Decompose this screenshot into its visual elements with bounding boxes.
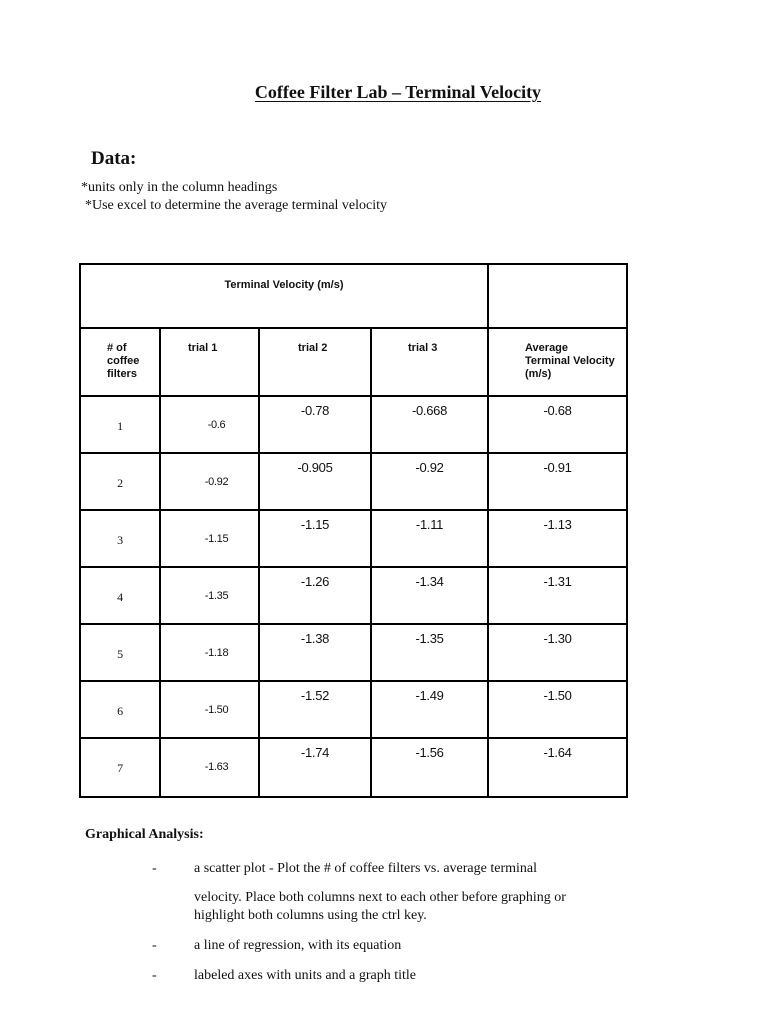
cell-average [488, 510, 627, 567]
cell-trial-3-value: -1.56 [415, 745, 444, 760]
cell-trial-1-value: -1.18 [204, 647, 229, 659]
data-heading: Data: [91, 148, 137, 169]
cell-trial-1 [160, 396, 259, 453]
graphical-analysis-heading: Graphical Analysis: [85, 827, 204, 842]
group-header-label: Terminal Velocity (m/s) [224, 279, 344, 291]
cell-average-value: -1.64 [543, 745, 572, 760]
cell-trial-3 [371, 681, 488, 738]
bullet-marker: - [152, 938, 157, 953]
cell-num-filters [80, 453, 160, 510]
cell-average-value: -1.50 [543, 688, 572, 703]
cell-trial-2 [259, 738, 371, 797]
group-header-row [80, 264, 627, 328]
header-num-filters [80, 328, 160, 396]
cell-trial-1-value: -0.92 [204, 476, 229, 488]
instruction-regression: a line of regression, with its equation [194, 938, 402, 953]
cell-average [488, 567, 627, 624]
cell-trial-2-value: -0.78 [300, 403, 330, 418]
table-row [80, 738, 627, 797]
cell-num-filters-value: 4 [117, 590, 123, 604]
header-trial-1: trial 1 [160, 328, 259, 396]
cell-trial-2 [259, 510, 371, 567]
header-num-filters-label: # of coffee filters [107, 342, 140, 380]
cell-trial-3 [371, 510, 488, 567]
header-average-label: Average Terminal Velocity (m/s) [525, 342, 615, 380]
cell-average [488, 396, 627, 453]
cell-trial-2 [259, 453, 371, 510]
cell-trial-1 [160, 624, 259, 681]
cell-trial-3 [371, 738, 488, 797]
cell-trial-3 [371, 453, 488, 510]
note-units: *units only in the column headings [81, 180, 278, 195]
velocity-table [79, 263, 628, 798]
cell-trial-3-value: -0.668 [411, 403, 448, 418]
cell-num-filters-value: 7 [117, 761, 123, 775]
note-excel: *Use excel to determine the average terminal velocity [85, 198, 388, 213]
cell-trial-1-value: -1.50 [204, 704, 229, 716]
cell-trial-1 [160, 510, 259, 567]
bullet-marker: - [152, 968, 157, 983]
table-row [80, 453, 627, 510]
cell-trial-2 [259, 396, 371, 453]
empty-header-cell [488, 264, 627, 328]
cell-num-filters [80, 510, 160, 567]
cell-trial-2 [259, 624, 371, 681]
table-row [80, 567, 627, 624]
cell-trial-1-value: -1.35 [204, 590, 229, 602]
cell-trial-1-value: -0.6 [207, 419, 226, 431]
table-row [80, 510, 627, 567]
cell-trial-1 [160, 453, 259, 510]
cell-average-value: -0.68 [543, 403, 572, 418]
cell-average [488, 738, 627, 797]
cell-average-value: -0.91 [543, 460, 572, 475]
cell-num-filters [80, 681, 160, 738]
cell-num-filters-value: 1 [117, 419, 123, 433]
cell-trial-2-value: -1.26 [300, 574, 330, 589]
cell-num-filters-value: 3 [117, 533, 123, 547]
header-trial-3: trial 3 [371, 328, 488, 396]
cell-trial-1-value: -1.63 [204, 761, 229, 773]
table-row [80, 681, 627, 738]
cell-num-filters [80, 738, 160, 797]
column-header-row [80, 328, 627, 396]
instruction-scatter-continued: velocity. Place both columns next to each other before graphing or highlight both columns using the ctrl key. [194, 890, 566, 923]
bullet-marker: - [152, 861, 157, 876]
cell-average [488, 681, 627, 738]
cell-trial-1 [160, 567, 259, 624]
cell-trial-3-value: -1.49 [415, 688, 444, 703]
cell-trial-2-value: -1.38 [300, 631, 330, 646]
cell-trial-2 [259, 681, 371, 738]
cell-average-value: -1.30 [543, 631, 572, 646]
instruction-axes: labeled axes with units and a graph title [194, 968, 416, 983]
document-title: Coffee Filter Lab – Terminal Velocity [254, 82, 542, 102]
cell-trial-2-value: -1.52 [300, 688, 330, 703]
cell-num-filters [80, 396, 160, 453]
cell-trial-3-value: -0.92 [415, 460, 444, 475]
cell-trial-3-value: -1.11 [415, 517, 444, 532]
cell-average-value: -1.31 [543, 574, 572, 589]
cell-average [488, 453, 627, 510]
cell-trial-2-value: -1.15 [300, 517, 330, 532]
cell-trial-1-value: -1.15 [204, 533, 229, 545]
group-header-cell [80, 264, 488, 328]
cell-average-value: -1.13 [543, 517, 572, 532]
instruction-scatter-plot: a scatter plot - Plot the # of coffee filters vs. average terminal [194, 861, 537, 876]
cell-trial-3 [371, 624, 488, 681]
header-trial-2: trial 2 [259, 328, 371, 396]
cell-trial-3 [371, 396, 488, 453]
cell-trial-3 [371, 567, 488, 624]
cell-trial-1 [160, 681, 259, 738]
cell-trial-3-value: -1.34 [415, 574, 444, 589]
cell-trial-2 [259, 567, 371, 624]
cell-num-filters [80, 567, 160, 624]
header-average [488, 328, 627, 396]
cell-trial-3-value: -1.35 [415, 631, 444, 646]
cell-num-filters-value: 6 [117, 704, 123, 718]
cell-trial-2-value: -1.74 [300, 745, 330, 760]
table-row [80, 624, 627, 681]
cell-trial-1 [160, 738, 259, 797]
cell-num-filters-value: 5 [117, 647, 123, 661]
cell-average [488, 624, 627, 681]
table-row [80, 396, 627, 453]
cell-num-filters [80, 624, 160, 681]
cell-trial-2-value: -0.905 [297, 460, 333, 475]
cell-num-filters-value: 2 [117, 476, 123, 490]
